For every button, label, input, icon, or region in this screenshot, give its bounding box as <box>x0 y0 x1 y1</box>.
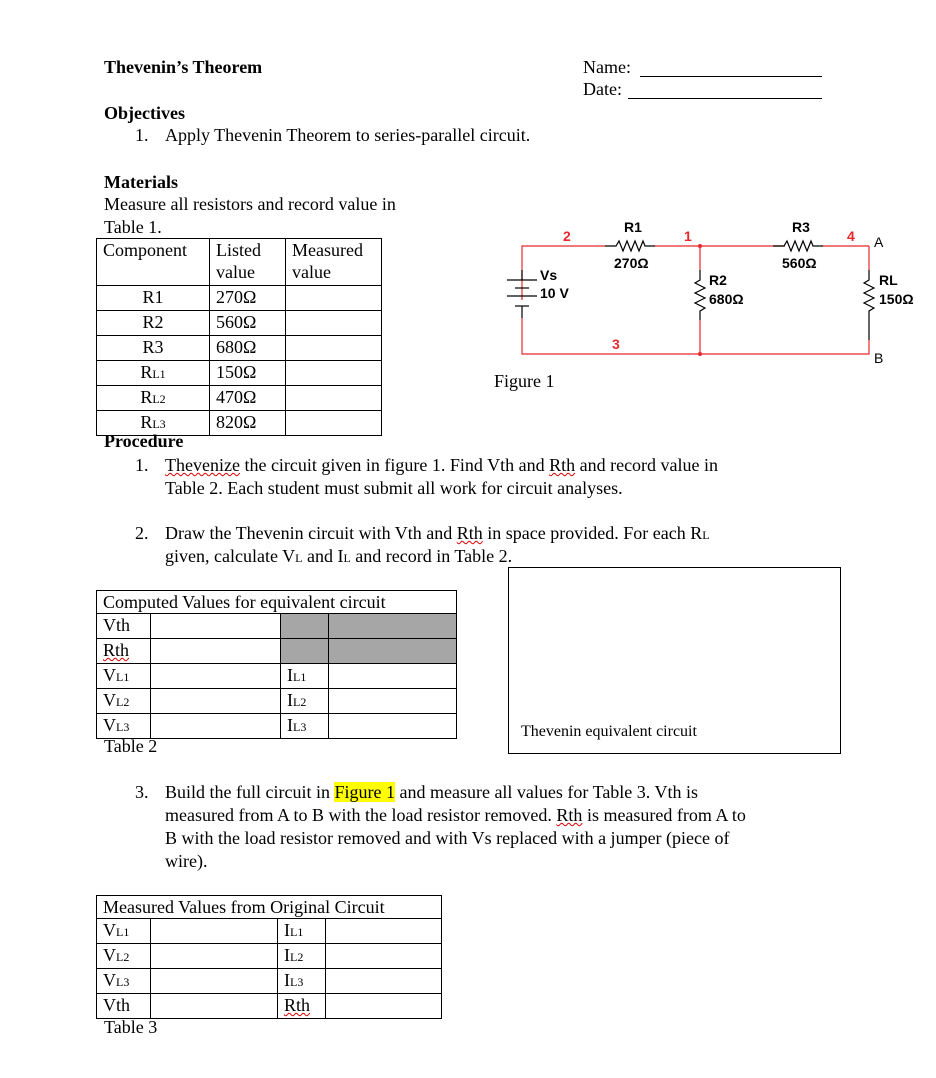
header-component: Component <box>97 239 210 286</box>
word-rth: Rth <box>556 805 583 825</box>
subscript: L3 <box>293 720 307 734</box>
value-cell[interactable] <box>151 994 278 1019</box>
materials-heading: Materials <box>104 172 178 192</box>
figure1-caption: Figure 1 <box>494 371 555 391</box>
component: R2 <box>142 312 164 332</box>
value-cell-2[interactable] <box>329 639 457 664</box>
value-cell-2[interactable] <box>329 689 457 714</box>
label: Vth <box>103 995 130 1015</box>
word-rth: Rth <box>456 523 483 543</box>
text: Draw the Thevenin circuit with Vth and <box>165 523 457 543</box>
value-cell[interactable] <box>151 614 281 639</box>
terminal-a: A <box>874 234 884 250</box>
table3-row <box>97 944 442 969</box>
subscript: L2 <box>290 950 304 964</box>
label: V <box>103 715 116 735</box>
step2-line1 <box>165 522 710 546</box>
rl-value: 150Ω <box>879 291 914 307</box>
subscript: L3 <box>116 975 130 989</box>
listed-value: 270Ω <box>210 286 286 311</box>
value-cell-2[interactable] <box>326 969 442 994</box>
step3-line3: B with the load resistor removed and with Vs replaced with a jumper (piece of <box>165 828 730 848</box>
r1-value: 270Ω <box>614 255 649 271</box>
subscript: L2 <box>116 950 130 964</box>
value-cell-2[interactable] <box>329 714 457 739</box>
listed-value: 820Ω <box>210 411 286 436</box>
step3-number: 3. <box>135 782 149 802</box>
name-label: Name: <box>583 57 631 77</box>
table2-row <box>97 689 457 714</box>
text: in space provided. For each R <box>482 523 703 543</box>
label: I <box>284 945 290 965</box>
header-measured-l2: value <box>292 262 331 282</box>
header-measured-l1: Measured <box>292 240 363 260</box>
listed-value: 150Ω <box>210 361 286 386</box>
label: I <box>287 665 293 685</box>
word-rth: Rth <box>549 455 576 475</box>
label: I <box>284 970 290 990</box>
step2-line2 <box>165 545 512 569</box>
label: V <box>103 690 116 710</box>
listed-value: 470Ω <box>210 386 286 411</box>
highlighted-figure-ref: Figure 1 <box>334 782 395 802</box>
r2-symbol <box>695 270 705 320</box>
word-thevenize: Thevenize <box>165 455 240 475</box>
label: V <box>103 945 116 965</box>
text: Build the full circuit in <box>165 782 335 802</box>
node-label-1: 1 <box>684 228 692 244</box>
measured-value-cell[interactable] <box>286 336 382 361</box>
table1 <box>96 238 382 436</box>
step3-line2 <box>165 804 746 826</box>
table1-row <box>97 361 382 386</box>
materials-text: Measure all resistors and record value in <box>104 194 396 214</box>
subscript: L3 <box>116 720 130 734</box>
component-cell <box>97 361 210 386</box>
subscript: L3 <box>152 417 166 431</box>
row-label-2 <box>281 639 329 664</box>
step2-number: 2. <box>135 523 149 543</box>
table2-row <box>97 614 457 639</box>
value-cell[interactable] <box>151 969 278 994</box>
subscript: L1 <box>116 670 130 684</box>
row-label-2 <box>281 614 329 639</box>
step1-line2: Table 2. Each student must submit all work for circuit analyses. <box>165 478 623 498</box>
subscript: L1 <box>116 925 130 939</box>
table3-row <box>97 919 442 944</box>
subscript: L1 <box>290 925 304 939</box>
row-label-2 <box>281 664 329 689</box>
label: V <box>103 970 116 990</box>
r1-name: R1 <box>624 219 642 235</box>
text: and I <box>302 546 344 566</box>
node-label-3: 3 <box>612 336 620 352</box>
listed-value: 680Ω <box>210 336 286 361</box>
step3-line4: wire). <box>165 851 208 871</box>
label: V <box>103 920 116 940</box>
label: I <box>287 715 293 735</box>
row-label-2 <box>278 994 326 1019</box>
date-label: Date: <box>583 79 622 99</box>
value-cell[interactable] <box>151 664 281 689</box>
node-label-4: 4 <box>847 228 855 244</box>
row-label <box>97 639 151 664</box>
table1-caption: Table 1. <box>104 217 162 237</box>
text: measured from A to B with the load resistor removed. <box>165 805 557 825</box>
row-label <box>97 919 151 944</box>
subscript: L3 <box>290 975 304 989</box>
header-measured <box>286 239 382 286</box>
text: given, calculate V <box>165 546 296 566</box>
objective-number: 1. <box>135 125 149 145</box>
subscript: L2 <box>116 695 130 709</box>
rl-name: RL <box>879 272 898 288</box>
r2-value: 680Ω <box>709 291 744 307</box>
row-label <box>97 994 151 1019</box>
value-cell[interactable] <box>151 919 278 944</box>
component-cell <box>97 386 210 411</box>
row-label <box>97 664 151 689</box>
r3-name: R3 <box>792 219 810 235</box>
component-cell <box>97 286 210 311</box>
subscript: L1 <box>152 367 166 381</box>
node-1-dot <box>698 244 702 248</box>
label: Rth <box>103 640 130 660</box>
value-cell-2[interactable] <box>326 994 442 1019</box>
row-label <box>97 614 151 639</box>
label: Rth <box>284 995 311 1015</box>
measured-value-cell[interactable] <box>286 411 382 436</box>
table3-title: Measured Values from Original Circuit <box>97 896 442 919</box>
r3-value: 560Ω <box>782 255 817 271</box>
node-3-dot <box>698 352 702 356</box>
value-cell[interactable] <box>151 944 278 969</box>
subscript: L <box>343 551 351 565</box>
header-listed-l1: Listed <box>216 240 261 260</box>
text: is measured from A to <box>582 805 746 825</box>
circuit-wires <box>522 246 869 354</box>
value-cell-2[interactable] <box>326 944 442 969</box>
text: and measure all values for Table 3. Vth is <box>394 782 698 802</box>
row-label-2 <box>278 969 326 994</box>
row-label-2 <box>281 714 329 739</box>
measured-value-cell[interactable] <box>286 311 382 336</box>
listed-value: 560Ω <box>210 311 286 336</box>
row-label <box>97 969 151 994</box>
terminal-b: B <box>874 350 884 366</box>
objective-text: Apply Thevenin Theorem to series-parallel circuit. <box>165 125 531 145</box>
measured-value-cell[interactable] <box>286 361 382 386</box>
source-value: 10 V <box>540 285 569 301</box>
value-cell[interactable] <box>151 689 281 714</box>
value-cell[interactable] <box>151 714 281 739</box>
component: R3 <box>142 337 164 357</box>
row-label-2 <box>278 919 326 944</box>
table2-row <box>97 639 457 664</box>
table2-caption: Table 2 <box>104 736 158 756</box>
step1-line1 <box>165 454 718 476</box>
label: I <box>287 690 293 710</box>
row-label-2 <box>281 689 329 714</box>
subscript: L2 <box>152 392 166 406</box>
date-field[interactable] <box>628 98 822 99</box>
subscript: L <box>702 528 710 542</box>
measured-value-cell[interactable] <box>286 286 382 311</box>
component-cell <box>97 336 210 361</box>
source-name: Vs <box>540 267 558 283</box>
figure1-circuit <box>490 210 930 390</box>
header-listed-l2: value <box>216 262 255 282</box>
table3-row <box>97 994 442 1019</box>
value-cell-2[interactable] <box>329 664 457 689</box>
label: Vth <box>103 615 130 635</box>
r1-symbol <box>605 241 655 251</box>
row-label <box>97 689 151 714</box>
text: and record value in <box>575 455 719 475</box>
component: R <box>140 412 153 432</box>
table3-row <box>97 969 442 994</box>
row-label-2 <box>278 944 326 969</box>
table3-caption: Table 3 <box>104 1017 158 1037</box>
component: R <box>140 387 153 407</box>
procedure-heading: Procedure <box>104 431 184 451</box>
objectives-heading: Objectives <box>104 103 185 123</box>
name-field[interactable] <box>640 76 822 77</box>
step3-line1 <box>165 781 698 803</box>
component: R1 <box>142 287 164 307</box>
table2 <box>96 590 457 739</box>
text: the circuit given in figure 1. Find Vth and <box>239 455 550 475</box>
subscript: L <box>295 551 303 565</box>
label: I <box>284 920 290 940</box>
value-cell-2[interactable] <box>329 614 457 639</box>
node-label-2: 2 <box>563 228 571 244</box>
thevenin-box-label: Thevenin equivalent circuit <box>521 723 697 740</box>
text: and record in Table 2. <box>350 546 513 566</box>
label: V <box>103 665 116 685</box>
r2-name: R2 <box>709 272 727 288</box>
step1-number: 1. <box>135 455 149 475</box>
row-label <box>97 944 151 969</box>
subscript: L2 <box>293 695 307 709</box>
table1-row <box>97 311 382 336</box>
subscript: L1 <box>293 670 307 684</box>
value-cell-2[interactable] <box>326 919 442 944</box>
table3 <box>96 895 442 1019</box>
table2-title: Computed Values for equivalent circuit <box>97 591 457 614</box>
table1-row <box>97 286 382 311</box>
measured-value-cell[interactable] <box>286 386 382 411</box>
table2-row <box>97 664 457 689</box>
component-cell <box>97 311 210 336</box>
rl-symbol <box>864 270 874 340</box>
table1-row <box>97 386 382 411</box>
r3-symbol <box>773 241 823 251</box>
page-title: Thevenin’s Theorem <box>104 57 263 77</box>
table1-row <box>97 336 382 361</box>
value-cell[interactable] <box>151 639 281 664</box>
component: R <box>140 362 153 382</box>
header-listed <box>210 239 286 286</box>
